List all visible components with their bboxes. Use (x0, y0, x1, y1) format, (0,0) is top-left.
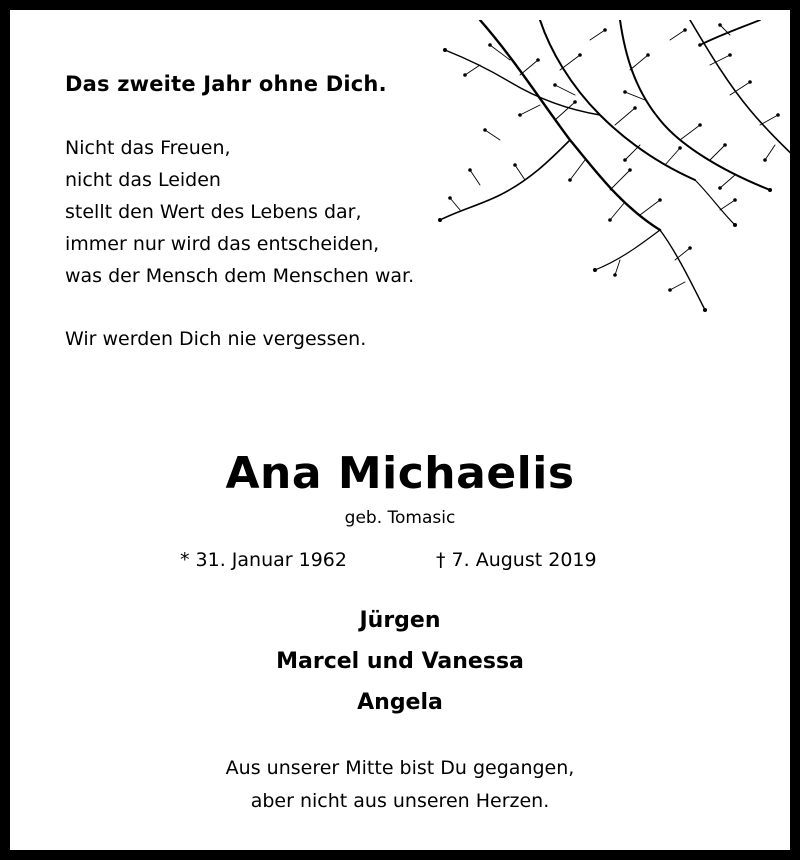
closing-line: aber nicht aus unseren Herzen. (250, 790, 550, 812)
obituary-heading: Das zweite Jahr ohne Dich. (65, 72, 387, 96)
death-date: † 7. August 2019 (436, 549, 597, 571)
poem-line: immer nur wird das entscheiden, (65, 233, 380, 255)
maiden-name: geb. Tomasic (344, 508, 456, 528)
closing-verse (10, 752, 790, 818)
remembrance-line: Wir werden Dich nie vergessen. (65, 328, 367, 350)
poem (65, 132, 414, 292)
poem-line: stellt den Wert des Lebens dar, (65, 201, 362, 223)
bare-branches-icon (420, 20, 800, 320)
poem-line: Nicht das Freuen, (65, 137, 231, 159)
mourner-name: Marcel und Vanessa (276, 649, 524, 674)
poem-line: was der Mensch dem Menschen war. (65, 265, 415, 287)
mourner-name: Angela (357, 690, 443, 715)
birth-date: * 31. Januar 1962 (180, 549, 347, 571)
deceased-name: Ana Michaelis (225, 448, 575, 499)
closing-line: Aus unserer Mitte bist Du gegangen, (225, 757, 575, 779)
mourners-list (10, 600, 790, 723)
mourner-name: Jürgen (359, 608, 441, 633)
poem-line: nicht das Leiden (65, 169, 221, 191)
